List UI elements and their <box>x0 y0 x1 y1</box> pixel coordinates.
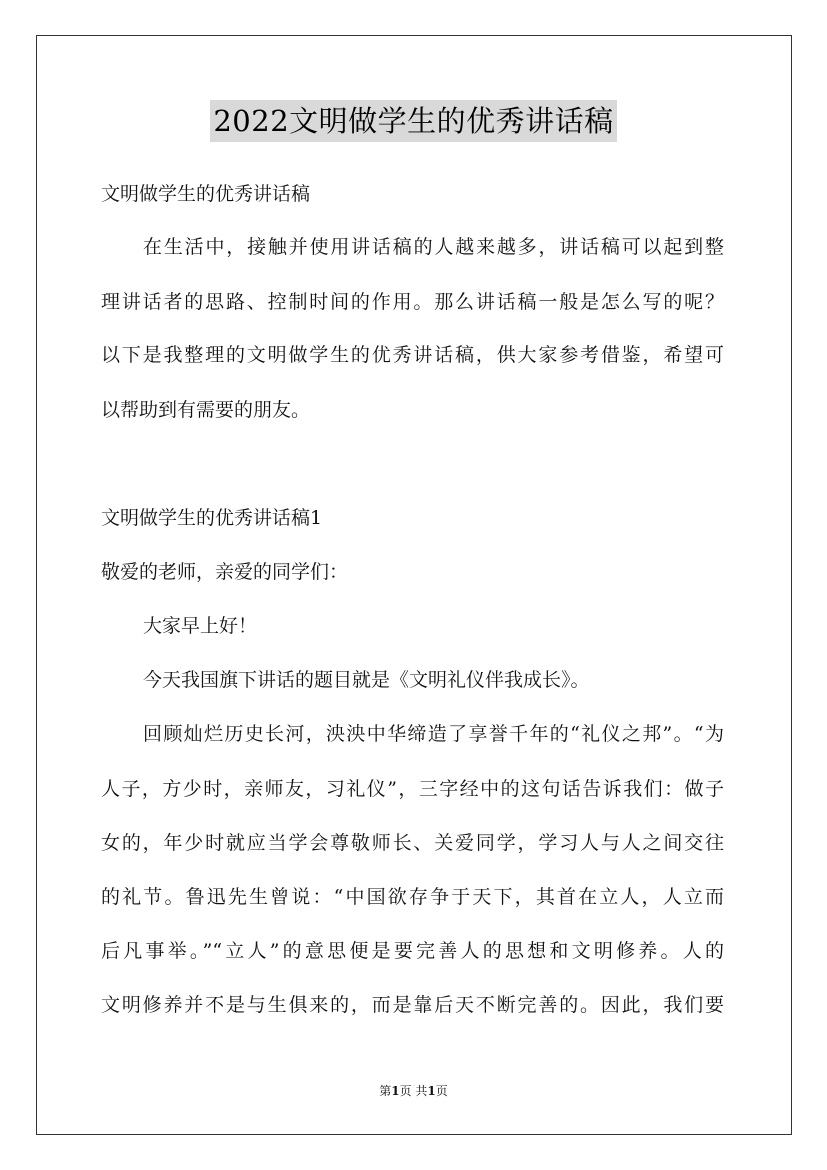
speech-paragraph-line-2: 人子，方少时，亲师友，习礼仪”，三字经中的这句话告诉我们：做子 <box>101 778 724 800</box>
page-label-suffix: 页 <box>435 1084 448 1098</box>
speech-greeting: 大家早上好！ <box>143 615 258 637</box>
title-container <box>0 100 827 142</box>
intro-line-1: 在生活中，接触并使用讲话稿的人越来越多，讲话稿可以起到整 <box>143 236 724 258</box>
speech-paragraph-line-1: 回顾灿烂历史长河，泱泱中华缔造了享誉千年的“礼仪之邦”。“为 <box>143 723 724 745</box>
intro-line-3: 以下是我整理的文明做学生的优秀讲话稿，供大家参考借鉴，希望可 <box>101 344 724 366</box>
total-page-number: 1 <box>427 1084 436 1098</box>
speech-paragraph-line-6: 文明修养并不是与生俱来的，而是靠后天不断完善的。因此，我们要 <box>101 994 724 1016</box>
speech-topic: 今天我国旗下讲话的题目就是《文明礼仪伴我成长》。 <box>143 669 590 691</box>
document-title: 2022文明做学生的优秀讲话稿 <box>210 100 616 142</box>
speech-heading: 文明做学生的优秀讲话稿1 <box>101 507 323 529</box>
current-page-number: 1 <box>391 1084 400 1098</box>
intro-line-4: 以帮助到有需要的朋友。 <box>101 399 311 421</box>
intro-line-2: 理讲话者的思路、控制时间的作用。那么讲话稿一般是怎么写的呢？ <box>101 291 724 313</box>
speech-paragraph-line-4: 的礼节。鲁迅先生曾说：“中国欲存争于天下，其首在立人，人立而 <box>101 886 724 908</box>
speech-salutation: 敬爱的老师，亲爱的同学们： <box>101 561 349 583</box>
page-label-prefix: 第 <box>379 1084 392 1098</box>
section-heading: 文明做学生的优秀讲话稿 <box>101 183 311 205</box>
speech-paragraph-line-3: 女的，年少时就应当学会尊敬师长、关爱同学，学习人与人之间交往 <box>101 832 724 854</box>
page-footer <box>0 1083 827 1099</box>
speech-paragraph-line-5: 后凡事举。”“立人”的意思便是要完善人的思想和文明修养。人的 <box>101 940 724 962</box>
page-label-middle: 页 共 <box>399 1084 428 1098</box>
